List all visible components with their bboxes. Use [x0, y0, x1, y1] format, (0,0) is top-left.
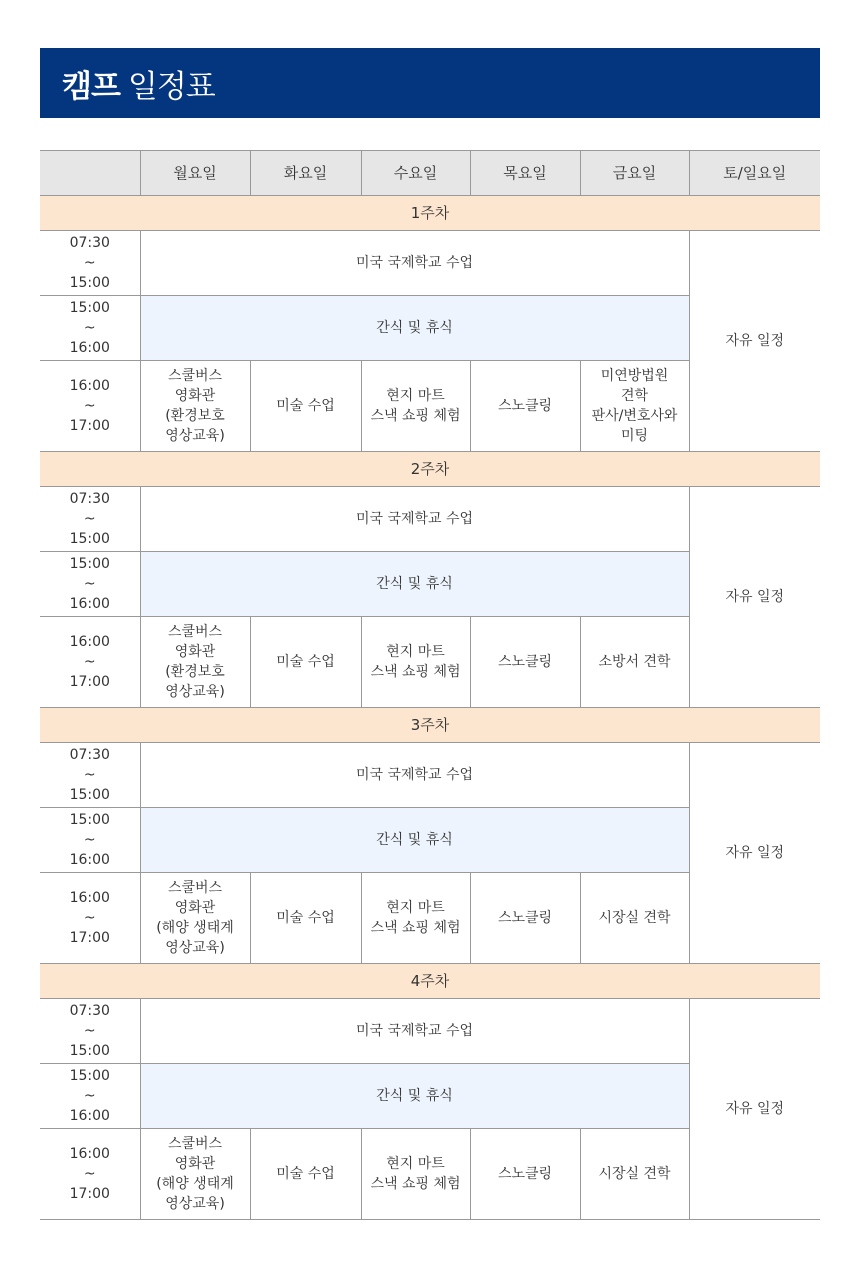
class-row	[40, 231, 820, 296]
activity-cell-tuesday: 미술 수업	[250, 873, 361, 964]
time-cell: 07:30 ~ 15:00	[40, 999, 140, 1064]
page-title	[40, 48, 820, 118]
activity-cell-monday: 스쿨버스 영화관 (해양 생태계 영상교육)	[140, 873, 250, 964]
week-label: 4주차	[40, 964, 820, 999]
time-cell: 15:00 ~ 16:00	[40, 552, 140, 617]
activity-cell-friday: 시장실 견학	[580, 1129, 689, 1220]
activity-cell-wednesday: 현지 마트 스낵 쇼핑 체험	[361, 361, 470, 452]
header-cell-weekend: 토/일요일	[689, 151, 820, 196]
header-cell-empty	[40, 151, 140, 196]
snack-cell: 간식 및 휴식	[140, 1064, 689, 1129]
week-label: 3주차	[40, 708, 820, 743]
activity-cell-monday: 스쿨버스 영화관 (환경보호 영상교육)	[140, 617, 250, 708]
week-header-row	[40, 708, 820, 743]
activity-cell-thursday: 스노클링	[470, 1129, 580, 1220]
week-label: 1주차	[40, 196, 820, 231]
week-header-row	[40, 964, 820, 999]
header-cell-thursday: 목요일	[470, 151, 580, 196]
time-cell: 07:30 ~ 15:00	[40, 231, 140, 296]
time-cell: 16:00 ~ 17:00	[40, 617, 140, 708]
time-cell: 07:30 ~ 15:00	[40, 743, 140, 808]
free-schedule-cell: 자유 일정	[689, 999, 820, 1220]
class-cell: 미국 국제학교 수업	[140, 487, 689, 552]
class-cell: 미국 국제학교 수업	[140, 743, 689, 808]
title-rest: 일정표	[127, 68, 215, 105]
time-cell: 15:00 ~ 16:00	[40, 1064, 140, 1129]
header-cell-tuesday: 화요일	[250, 151, 361, 196]
activity-cell-thursday: 스노클링	[470, 361, 580, 452]
class-cell: 미국 국제학교 수업	[140, 231, 689, 296]
free-schedule-cell: 자유 일정	[689, 743, 820, 964]
activity-cell-wednesday: 현지 마트 스낵 쇼핑 체험	[361, 873, 470, 964]
time-cell: 16:00 ~ 17:00	[40, 1129, 140, 1220]
title-bold: 캠프	[62, 68, 120, 105]
table-header-row	[40, 151, 820, 196]
class-cell: 미국 국제학교 수업	[140, 999, 689, 1064]
activity-cell-monday: 스쿨버스 영화관 (해양 생태계 영상교육)	[140, 1129, 250, 1220]
activity-cell-monday: 스쿨버스 영화관 (환경보호 영상교육)	[140, 361, 250, 452]
activity-cell-tuesday: 미술 수업	[250, 1129, 361, 1220]
header-cell-wednesday: 수요일	[361, 151, 470, 196]
activity-cell-tuesday: 미술 수업	[250, 617, 361, 708]
class-row	[40, 743, 820, 808]
class-row	[40, 487, 820, 552]
activity-cell-tuesday: 미술 수업	[250, 361, 361, 452]
activity-cell-friday: 미연방법원 견학 판사/변호사와 미팅	[580, 361, 689, 452]
time-cell: 15:00 ~ 16:00	[40, 808, 140, 873]
activity-cell-thursday: 스노클링	[470, 617, 580, 708]
schedule-table	[40, 150, 820, 1220]
time-cell: 15:00 ~ 16:00	[40, 296, 140, 361]
snack-cell: 간식 및 휴식	[140, 808, 689, 873]
time-cell: 16:00 ~ 17:00	[40, 361, 140, 452]
snack-cell: 간식 및 휴식	[140, 552, 689, 617]
activity-cell-wednesday: 현지 마트 스낵 쇼핑 체험	[361, 617, 470, 708]
class-row	[40, 999, 820, 1064]
time-cell: 16:00 ~ 17:00	[40, 873, 140, 964]
week-header-row	[40, 452, 820, 487]
free-schedule-cell: 자유 일정	[689, 487, 820, 708]
week-label: 2주차	[40, 452, 820, 487]
free-schedule-cell: 자유 일정	[689, 231, 820, 452]
header-cell-monday: 월요일	[140, 151, 250, 196]
snack-cell: 간식 및 휴식	[140, 296, 689, 361]
activity-cell-friday: 소방서 견학	[580, 617, 689, 708]
header-cell-friday: 금요일	[580, 151, 689, 196]
activity-cell-friday: 시장실 견학	[580, 873, 689, 964]
activity-cell-thursday: 스노클링	[470, 873, 580, 964]
activity-cell-wednesday: 현지 마트 스낵 쇼핑 체험	[361, 1129, 470, 1220]
week-header-row	[40, 196, 820, 231]
time-cell: 07:30 ~ 15:00	[40, 487, 140, 552]
